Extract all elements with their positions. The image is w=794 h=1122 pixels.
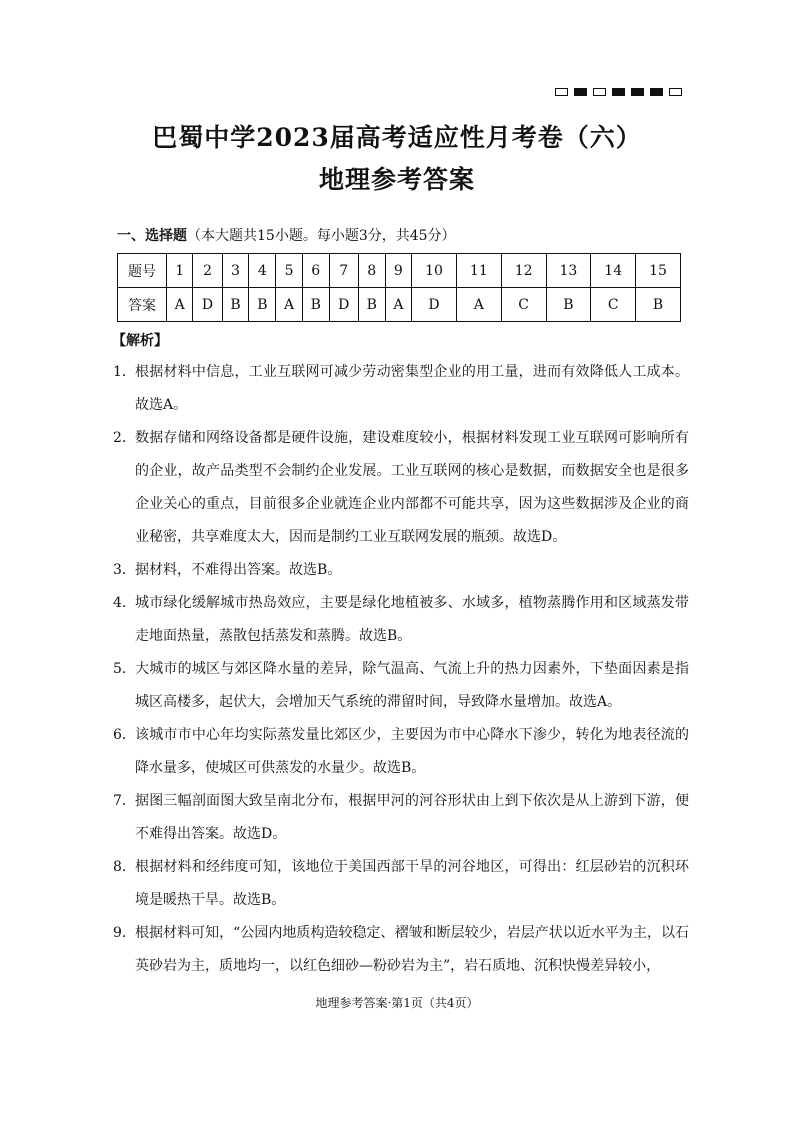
item-text: 根据材料和经纬度可知，该地位于美国西部干旱的河谷地区，可得出：红层砂岩的沉积环境是暖热干旱。故选B。 [135,859,689,908]
item-number: 9． [113,925,136,941]
item-text: 据材料，不难得出答案。故选B。 [135,562,342,578]
analysis-item-4 [113,587,689,653]
number-cell: 9 [385,254,411,288]
section-note: （本大题共15小题。每小题3分，共45分） [187,228,456,244]
number-cell: 11 [456,254,501,288]
number-cell: 12 [501,254,546,288]
number-cell: 8 [358,254,385,288]
number-cell: 10 [412,254,457,288]
mark-4 [631,88,644,96]
item-number: 8． [113,859,136,875]
answer-cell: B [636,288,681,322]
number-cell: 5 [276,254,302,288]
number-cell: 3 [222,254,249,288]
number-cell: 6 [302,254,329,288]
answer-table [117,253,681,322]
answer-cell: C [591,288,636,322]
item-text: 数据存储和网络设备都是硬件设施，建设难度较小，根据材料发现工业互联网可影响所有的企业，故产品类型不会制约企业发展。工业互联网的核心是数据，而数据安全也是很多企业关心的重点，目前很多企业就连企业内部都不可能共享，因为这些数据涉及企业的商业秘密，共享难度太大，因而是制约工业互联网发展的瓶颈。故选D。 [135,430,689,545]
item-text: 根据材料可知，“公园内地质构造较稳定、褶皱和断层较少，岩层产状以近水平为主，以石英砂岩为主，质地均一，以红色细砂—粉砂岩为主”，岩石质地、沉积快慢差异较小， [135,925,689,974]
mark-1 [574,88,587,96]
number-cell: 14 [591,254,636,288]
answer-cell: A [167,288,193,322]
item-text: 城市绿化缓解城市热岛效应，主要是绿化地植被多、水域多，植物蒸腾作用和区域蒸发带走地面热量，蒸散包括蒸发和蒸腾。故选B。 [135,595,689,644]
item-number: 2． [113,430,136,446]
answer-cell: C [501,288,546,322]
number-cell: 1 [167,254,193,288]
item-number: 3． [113,562,136,578]
answer-cell: A [456,288,501,322]
answer-cell: B [249,288,276,322]
answer-cell: B [546,288,591,322]
answer-cell: D [412,288,457,322]
answer-cell: B [358,288,385,322]
analysis-item-2 [113,422,689,554]
section-heading [117,225,456,245]
number-cell: 4 [249,254,276,288]
item-number: 1． [113,364,136,380]
answer-row [118,288,681,322]
analysis-heading: 【解析】 [112,333,168,349]
answer-cell: B [222,288,249,322]
page-subtitle: 地理参考答案 [318,165,475,194]
mark-0 [555,88,568,96]
item-text: 根据材料中信息，工业互联网可减少劳动密集型企业的用工量，进而有效降低人工成本。故选A。 [135,364,689,413]
mark-6 [669,88,682,96]
mark-5 [650,88,663,96]
item-number: 7． [113,793,136,809]
page-title: 巴蜀中学2023届高考适应性月考卷（六） [152,123,642,152]
section-title: 一、选择题 [117,228,187,244]
analysis-item-6 [113,719,689,785]
analysis-item-7 [113,785,689,851]
mark-3 [612,88,625,96]
analysis-item-1 [113,356,689,422]
number-row [118,254,681,288]
analysis-item-3 [113,554,689,587]
row-label: 题号 [118,254,167,288]
number-cell: 13 [546,254,591,288]
page-footer: 地理参考答案·第1页（共4页） [315,996,479,1010]
analysis-item-8 [113,851,689,917]
answer-cell: A [385,288,411,322]
mark-2 [593,88,606,96]
number-cell: 15 [636,254,681,288]
answer-cell: D [193,288,222,322]
number-cell: 2 [193,254,222,288]
item-number: 4． [113,595,136,611]
item-text: 该城市市中心年均实际蒸发量比郊区少，主要因为市中心降水下渗少，转化为地表径流的降水量多，使城区可供蒸发的水量少。故选B。 [135,727,689,776]
analysis-item-9 [113,917,689,983]
row-label: 答案 [118,288,167,322]
item-number: 6． [113,727,136,743]
item-text: 大城市的城区与郊区降水量的差异，除气温高、气流上升的热力因素外，下垫面因素是指城区高楼多，起伏大，会增加天气系统的滞留时间，导致降水量增加。故选A。 [135,661,689,710]
analysis-item-5 [113,653,689,719]
answer-cell: B [302,288,329,322]
item-text: 据图三幅剖面图大致呈南北分布，根据甲河的河谷形状由上到下依次是从上游到下游，便不难得出答案。故选D。 [135,793,689,842]
answer-cell: A [276,288,302,322]
item-number: 5． [113,661,136,677]
number-cell: 7 [329,254,358,288]
answer-cell: D [329,288,358,322]
header-marks [555,88,682,96]
